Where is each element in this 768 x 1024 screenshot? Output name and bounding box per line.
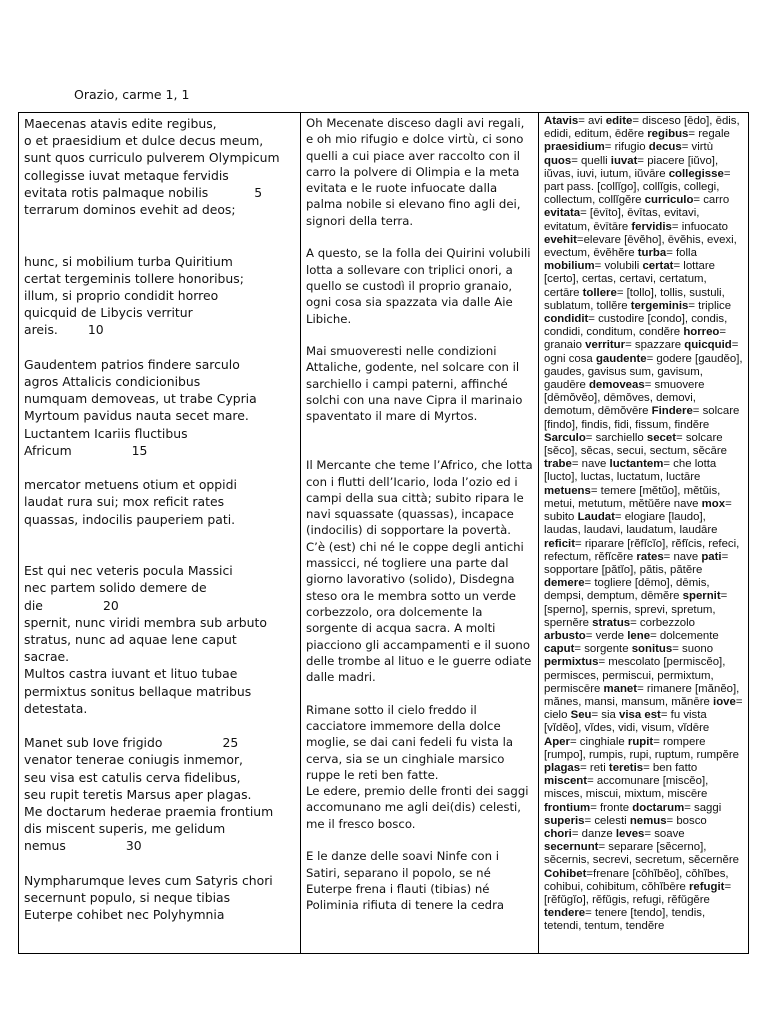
verse-number: 15 [131,442,148,458]
vocab-term: collegisse [668,167,724,180]
latin-line [24,149,296,166]
vocab-term: tergeminis [630,299,689,312]
latin-line [24,614,296,631]
latin-line [24,167,296,184]
vocab-definition: = quelli [571,154,611,167]
vocab-definition: = infuocato [671,220,728,233]
vocab-term: secet [646,431,677,444]
vocab-definition: = part pass. [collĭgo], collĭgis, collegi, collectum, collĭgĕre [544,167,731,207]
vocab-term: demoveas [588,379,645,392]
vocab-term: manet [603,682,638,695]
verse-number: 20 [102,597,119,613]
latin-line-text: agros Attalicis condicionibus [24,374,201,390]
latin-stanza [24,253,296,339]
vocab-term: certat [642,260,674,273]
latin-line [24,751,296,768]
vocab-term: arbusto [544,629,586,642]
latin-line [24,442,296,459]
latin-line [24,287,296,304]
vocab-definition: = reti [580,761,609,774]
italian-paragraph: C’è (est) chi né le coppe degli antichi massicci, né togliere una parte dal giorno lavorativo (solido), Disdegna steso ora le membra sotto un verde corbezzolo, ora dolcemente la sorgente di acqua sacra. A molti piacciono gli accampamenti e il suono delle trombe al lituo e le guerre odiate dalle madri. [306,539,532,685]
vocab-definition: = danze [571,827,616,840]
latin-line-text: certat tergeminis tollere honoribus; [24,270,244,286]
latin-poem [24,115,296,923]
vocab-term: tollere [582,286,617,299]
latin-line-text: dis miscent superis, me gelidum [24,821,226,837]
vocab-term: sonitus [631,643,673,656]
vocab-definition: = accomunare [miscĕo], misces, miscui, mixtum, miscēre [544,775,709,801]
vocab-definition: = carro [693,194,730,207]
vocab-definition: = sia [591,709,620,722]
vocab-term: doctarum [632,801,685,814]
latin-line [24,786,296,803]
vocab-definition: = mescolato [permiscĕo], permisces, permiscui, permixtum, permiscēre [544,656,726,695]
latin-stanza [24,562,296,717]
vocab-definition: = bosco [666,814,707,827]
latin-line-text: Nympharumque leves cum Satyris chori [24,872,273,888]
vocab-term: rates [636,550,664,563]
vocab-definition: = ben fatto [643,761,698,774]
vocab-term: visa est [619,709,661,722]
latin-line-text: die [24,597,43,613]
italian-paragraph: Rimane sotto il cielo freddo il cacciatore immemore della dolce moglie, se dai cani fedeli fu vista la cerva, sia se un cinghiale marsico ruppe le reti ben fatte. [306,702,514,782]
italian-paragraph: E le danze delle soavi Ninfe con i Satiri, separano il popolo, se né Euterpe frena i flauti (tibias) né Poliminia rifiuta di tenere la cedra [306,849,505,913]
vocab-term: frontium [544,801,591,814]
latin-line [24,270,296,287]
italian-translation-column [301,113,539,954]
latin-line [24,562,296,579]
latin-line [24,872,296,889]
vocab-term: metuens [544,484,591,497]
latin-text-column [19,113,301,954]
vocabulary-column [539,113,749,954]
vocab-definition: = [ēvīto], ēvītas, evitavi, evitatum, ēvītāre [544,207,700,233]
vocab-definition: = togliere [dēmo], dēmis, dempsi, demptum, dēmĕre [544,577,710,603]
vocab-definition: = rimanere [mănĕo], mănes, mansi, mansum, mănēre [544,682,740,708]
latin-line-text: collegisse iuvat metaque fervidis [24,167,229,183]
vocab-term: caput [544,643,575,656]
latin-line-text: illum, si proprio condidit horreo [24,288,219,304]
vocab-definition: = solcare [sĕco], sĕcas, secui, sectum, sĕcāre [544,431,727,458]
latin-line-text: evitata rotis palmaque nobilis [24,184,209,200]
latin-stanza [24,356,296,459]
latin-line-text: stratus, nunc ad aquae lene caput [24,632,237,648]
vocab-definition: = virtù [681,141,714,154]
vocab-term: spernit [682,590,721,603]
vocab-definition: =frenare [cŏhĭbĕo], cŏhĭbes, cohibui, cohibitum, cŏhĭbēre [544,867,729,893]
vocab-definition: = spazzare [625,339,685,352]
vocab-definition: = nave [663,550,702,563]
vocab-term: luctantem [609,458,664,471]
vocab-definition: = corbezzolo [630,616,696,629]
vocab-definition: = nave [571,458,610,471]
latin-stanza [24,476,296,528]
latin-line-text: sunt quos curriculo pulverem Olympicum [24,150,280,166]
vocab-term: miscent [544,775,588,788]
italian-paragraph: Il Mercante che teme l’Africo, che lotta con i flutti dell’Icario, loda l’ozio ed i campi della sua città; subito ripara le navi squassate (quassas), incapace (indocilis) di sopportare la povertà. [306,458,533,538]
vocab-definition: = solcare [findo], findis, fidi, fissum, findĕre [544,405,740,431]
vocab-definition: = celesti [584,814,630,827]
latin-line-text: nec partem solido demere de [24,580,207,596]
latin-line-text: Me doctarum hederae praemia frontium [24,804,274,820]
vocab-term: condidit [544,313,589,326]
latin-line-text: mercator metuens otium et oppidi [24,477,237,493]
table-row [19,113,749,954]
vocab-term: pati [701,550,722,563]
verse-number: 5 [254,184,263,200]
latin-stanza [24,115,296,218]
vocab-term: teretis [608,761,644,774]
vocab-term: Atavis [544,115,579,127]
latin-line-text: nemus [24,838,66,854]
vocab-term: superis [544,814,585,827]
vocab-definition: = smuovere [dēmŏvĕo], dēmŏves, demovi, demotum, dēmŏvēre [544,379,705,418]
vocab-term: gaudente [595,352,647,365]
vocab-definition: = saggi [684,801,722,814]
vocab-term: lene [627,629,651,642]
vocab-definition: = tenere [tendo], tendis, tetendi, tentum, tendĕre [544,907,706,933]
latin-line-text: Est qui nec veteris pocula Massici [24,563,233,579]
latin-stanza [24,872,296,924]
vocab-term: praesidium [544,141,605,154]
vocab-term: Findere [651,405,693,418]
vocab-term: edite [605,115,633,127]
vocab-term: turba [637,247,667,260]
vocab-definition: = cielo [544,695,743,722]
vocab-term: mobilium [544,260,595,273]
italian-translation [306,115,534,914]
latin-line [24,511,296,528]
latin-line [24,803,296,820]
latin-line [24,356,296,373]
vocab-definition: = temere [mĕtŭo], mĕtŭis, metui, metutum, mĕtŭĕre nave [544,484,721,510]
vocab-term: rupit [627,735,654,748]
italian-paragraph: Mai smuoveresti nelle condizioni Attaliche, godente, nel solcare con il sarchiello i campi paterni, affinché solchi con una nave Cipra il marinaio spaventato il mare di Myrtos. [306,344,523,424]
vocab-definition: = volubili [594,260,643,273]
vocab-definition: = granaio [544,326,727,352]
vocab-definition: = [rĕfŭgĭo], rĕfŭgis, refugi, rĕfŭgĕre [544,880,732,906]
vocab-definition: = triplice [688,299,732,312]
vocab-definition: = subito [544,497,732,524]
vocab-term: quicquid [684,339,732,352]
latin-line [24,665,296,682]
vocab-term: evehit [544,233,577,246]
vocab-definition: = godere [gaudĕo], gaudes, gavisus sum, gavisum, gaudēre [544,352,743,392]
latin-line-text: laudat rura sui; mox reficit rates [24,494,225,510]
latin-line [24,700,296,717]
latin-line-text: seu rupit teretis Marsus aper plagas. [24,786,252,802]
vocab-term: demere [544,577,585,590]
vocab-definition: = fu vista [vĭdĕo], vĭdes, vidi, visum, vĭdēre [544,709,710,735]
latin-line-text: Africum [24,442,72,458]
vocab-definition: = rifugio [604,141,649,154]
italian-paragraph: Oh Mecenate disceso dagli avi regali, e oh mio rifugio e dolce virtù, ci sono quelli a cui piace aver raccolto con il carro la polvere di Olimpia e la meta evitata e le ruote infuocate dalla palma nobile si elevano fino agli dei, signori della terra. [306,116,525,228]
latin-line-text: quicquid de Libycis verritur [24,305,193,321]
vocab-term: fervidis [631,220,672,233]
vocab-definition: = verde [585,629,628,642]
vocab-term: curriculo [644,194,694,207]
vocab-definition: = elogiare [laudo], laudas, laudavi, laudatum, laudāre [544,511,718,537]
vocab-term: evitata [544,207,581,220]
latin-line [24,889,296,906]
vocab-term: trabe [544,458,572,471]
vocab-term: Cohibet [544,867,587,880]
vocab-term: mox [701,497,726,510]
verse-number: 30 [125,838,142,854]
latin-line [24,253,296,270]
latin-line [24,820,296,837]
vocab-definition: = ogni cosa [544,339,739,365]
vocab-term: reficit [544,537,576,550]
latin-line [24,837,296,854]
vocab-term: horreo [683,326,720,339]
vocab-definition: = piacere [iŭvo], iŭvas, iuvi, iutum, iŭvāre [544,154,719,180]
latin-line [24,579,296,596]
vocab-definition: = folla [666,247,697,260]
vocab-term: nemus [629,814,667,827]
vocab-term: secernunt [544,841,599,854]
vocab-definition: = riparare [rĕfĭcĭo], rĕfĭcis, refeci, refectum, rĕfĭcĕre [544,537,740,563]
latin-line [24,201,296,218]
latin-line-text: seu visa est catulis cerva fidelibus, [24,769,241,785]
verse-number: 10 [87,322,104,338]
latin-line-text: Myrtoum pavidus nauta secet mare. [24,408,249,424]
latin-line [24,115,296,132]
vocab-term: quos [544,154,572,167]
latin-line [24,648,296,665]
vocab-term: leves [615,827,645,840]
vocab-term: regibus [647,128,689,141]
vocab-term: Aper [544,735,570,748]
vocab-term: Sarculo [544,431,586,444]
vocab-term: verritur [585,339,626,352]
latin-line [24,425,296,442]
vocab-definition: = disceso [ēdo], ēdis, edidi, editum, ēdĕre [544,115,740,141]
vocab-term: iuvat [610,154,638,167]
latin-line-text: numquam demoveas, ut trabe Cypria [24,391,257,407]
vocab-term: Laudat [577,511,615,524]
vocab-definition: = dolcemente [650,629,719,642]
vocab-term: permixtus [544,656,599,669]
vocab-definition: = custodire [condo], condis, condidi, conditum, condĕre [544,313,728,339]
latin-line-text: hunc, si mobilium turba Quiritium [24,253,233,269]
vocab-term: decus [648,141,682,154]
latin-line [24,493,296,510]
latin-line-text: o et praesidium et dulce decus meum, [24,133,264,149]
latin-line [24,321,296,338]
latin-line-text: Luctantem Icariis fluctibus [24,425,188,441]
latin-line [24,683,296,700]
vocab-term: stratus [592,616,631,629]
latin-line [24,184,296,201]
latin-line-text: sacrae. [24,649,70,665]
latin-line [24,390,296,407]
latin-line-text: areis. [24,322,58,338]
italian-paragraph: Le edere, premio delle fronti dei saggi accomunano me agli dei(dis) celesti, me il fresco bosco. [306,784,529,831]
translation-table [18,112,749,954]
vocab-term: plagas [544,761,581,774]
vocab-definition: = lottare [certo], certas, certavi, certatum, certāre [544,260,715,299]
latin-line [24,132,296,149]
vocab-definition: = suono [672,643,714,656]
vocab-definition: = [tollo], tollis, sustuli, sublatum, tollĕre [544,286,725,312]
latin-line-text: Gaudentem patrios findere sarculo [24,356,240,372]
latin-line [24,769,296,786]
vocab-definition: = cinghiale [569,735,628,748]
latin-line [24,476,296,493]
vocab-definition: = [sperno], spernis, sprevi, spretum, spernĕre [544,590,728,629]
vocabulary-list [544,115,744,934]
latin-line [24,304,296,321]
latin-line-text: permixtus sonitus bellaque matribus [24,683,252,699]
latin-line [24,631,296,648]
vocab-definition: = sopportare [pătĭo], pătis, pătĕre [544,550,729,576]
vocab-definition: = soave [644,827,685,840]
italian-paragraph: A questo, se la folla dei Quirini volubili lotta a sollevare con triplici onori, a quello se custodì il proprio granaio, ogni cosa sia spazzata via dalle Aie Libiche. [306,246,531,326]
latin-line-text: terrarum dominos evehit ad deos; [24,202,236,218]
vocab-definition: = sorgente [574,643,632,656]
latin-line-text: Euterpe cohibet nec Polyhymnia [24,907,225,923]
latin-line [24,597,296,614]
latin-stanza [24,734,296,854]
document-title: Orazio, carme 1, 1 [74,87,190,102]
latin-line-text: quassas, indocilis pauperiem pati. [24,511,236,527]
verse-number: 25 [222,735,239,751]
vocab-term: chori [544,827,572,840]
latin-line-text: venator tenerae coniugis inmemor, [24,752,243,768]
vocab-definition: = rompere [rumpo], rumpis, rupi, ruptum, rumpĕre [544,735,739,761]
latin-line-text: Multos castra iuvant et lituo tubae [24,666,238,682]
latin-line [24,734,296,751]
latin-line-text: detestata. [24,700,88,716]
latin-line-text: spernit, nunc viridi membra sub arbuto [24,614,267,630]
latin-line [24,407,296,424]
vocab-definition: = separare [sĕcerno], sĕcernis, secrevi, secretum, sĕcernĕre [544,841,739,867]
latin-line [24,373,296,390]
latin-line [24,906,296,923]
vocab-definition: = regale [688,128,730,141]
latin-line-text: Manet sub Iove frigido [24,735,163,751]
latin-line-text: Maecenas atavis edite regibus, [24,116,217,131]
vocab-term: tendere [544,907,586,920]
vocab-definition: = che lotta [lucto], luctas, luctatum, luctāre [544,458,717,484]
vocab-definition: = avi [578,115,606,127]
vocab-term: iove [713,695,736,708]
vocab-term: Seu [570,709,592,722]
latin-line-text: secernunt populo, si neque tibias [24,890,231,906]
vocab-definition: =elevare [ēvĕho], ēvĕhis, evexi, evectum, ēvĕhĕre [544,233,737,260]
vocab-definition: = sarchiello [585,431,647,444]
vocab-definition: = fronte [590,801,633,814]
vocab-term: refugit [689,880,725,893]
